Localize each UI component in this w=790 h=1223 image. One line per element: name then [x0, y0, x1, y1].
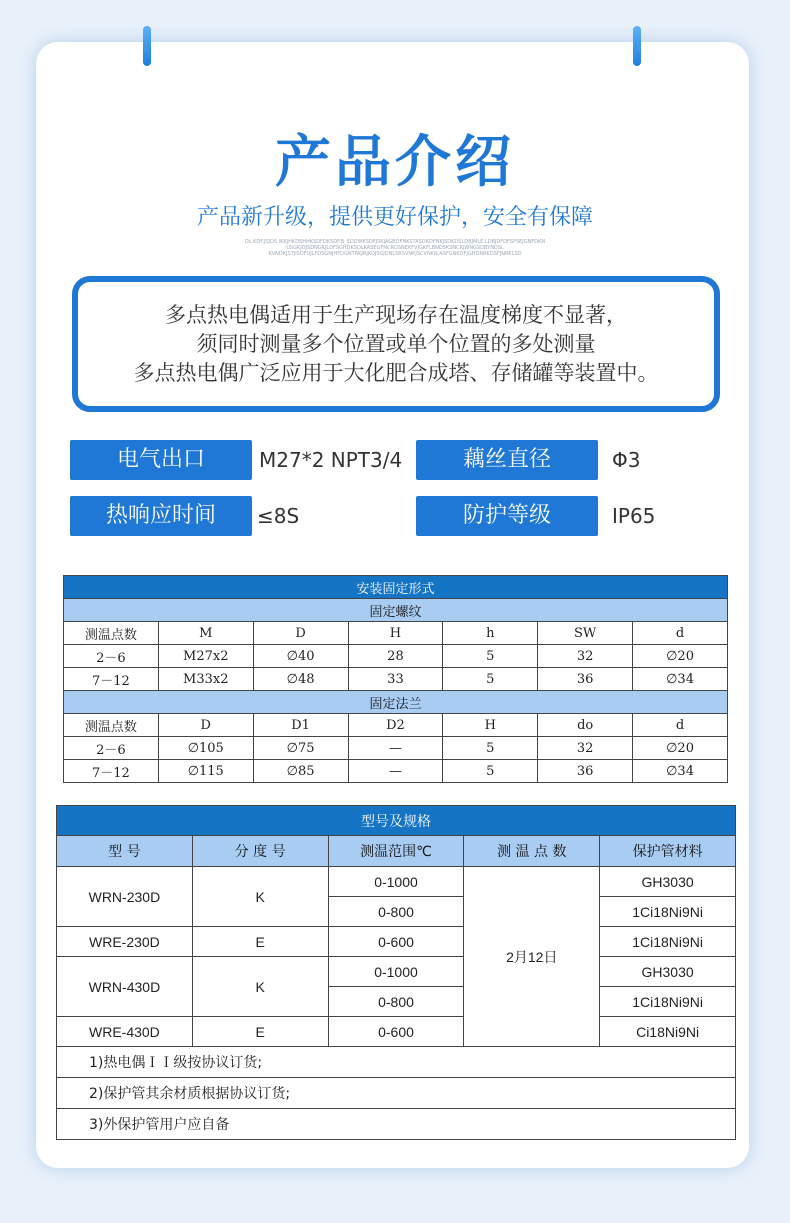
material-cell: GH3030 — [600, 957, 736, 987]
grade-cell: K — [192, 867, 328, 927]
table-cell: 36 — [538, 760, 633, 783]
table-cell: ∅40 — [253, 645, 348, 668]
fine-print: DL.KDF.JSJDS.IKKJHKDSHHKSDFDKSDF.B_SDDWKSDFJSKJAGBDFNKSTASDKDFNKJSDKDSLDBJMLE.LDBJDFDFSPSEJGNFDKN USGKJDJSDNGKJLDFSGHDKSDLKASEGFNCRDSNEKFVJGKFLBNDSKSNCKJWNGSDBYNDSL KVNDKJSTJISDFUJLFDSGNJHFDGNTRKJRJKOJSGJDNLSRSVNKJSCVNKN,ASFGNKDFJGHDNRKDSFJNRKLSD — [244, 239, 546, 257]
note-row: 3)外保护管用户应自备 — [57, 1109, 736, 1140]
model-cell: WRE-230D — [57, 927, 193, 957]
flange-section-title: 固定法兰 — [64, 691, 728, 714]
table-cell: ∅75 — [253, 737, 348, 760]
column-header: 型 号 — [57, 836, 193, 867]
column-header: d — [633, 714, 728, 737]
table-header-row — [64, 622, 728, 645]
install-table-title: 安装固定形式 — [64, 576, 728, 599]
table-row — [64, 668, 728, 691]
spec-label-electrical-outlet: 电气出口 — [70, 440, 252, 480]
column-header: H — [443, 714, 538, 737]
spec-label-wire-diameter: 藕丝直径 — [416, 440, 598, 480]
column-header: D — [253, 622, 348, 645]
material-cell: 1Ci18Ni9Ni — [600, 987, 736, 1017]
note-row: 1)热电偶ＩＩ级按协议订货; — [57, 1047, 736, 1078]
model-table-title: 型号及规格 — [57, 806, 736, 836]
table-cell: ∅34 — [633, 760, 728, 783]
model-table — [56, 805, 736, 1140]
spec-value-electrical-outlet: M27*2 NPT3/4 — [259, 448, 403, 472]
table-cell: — — [348, 760, 443, 783]
grade-cell: E — [192, 1017, 328, 1047]
table-row — [64, 737, 728, 760]
spec-value-protection-grade: IP65 — [612, 504, 656, 528]
table-cell: 32 — [538, 645, 633, 668]
column-header: 保护管材料 — [600, 836, 736, 867]
intro-line: 多点热电偶广泛应用于大化肥合成塔、存储罐等装置中。 — [133, 360, 659, 385]
table-cell: 28 — [348, 645, 443, 668]
material-cell: Ci18Ni9Ni — [600, 1017, 736, 1047]
table-cell: ∅48 — [253, 668, 348, 691]
table-header-row — [64, 714, 728, 737]
points-cell: 2月12日 — [464, 867, 600, 1047]
grade-cell: E — [192, 927, 328, 957]
range-cell: 0-1000 — [328, 867, 464, 897]
range-cell: 0-600 — [328, 927, 464, 957]
model-cell: WRN-230D — [57, 867, 193, 927]
page-title: 产品介绍 — [275, 130, 515, 195]
table-cell: ∅115 — [158, 760, 253, 783]
model-cell: WRN-430D — [57, 957, 193, 1017]
column-header: D1 — [253, 714, 348, 737]
range-cell: 0-600 — [328, 1017, 464, 1047]
material-cell: 1Ci18Ni9Ni — [600, 897, 736, 927]
table-cell: 33 — [348, 668, 443, 691]
column-header: D — [158, 714, 253, 737]
install-table — [63, 575, 728, 783]
table-cell: ∅85 — [253, 760, 348, 783]
column-header: H — [348, 622, 443, 645]
table-row — [57, 927, 736, 957]
table-header-row — [57, 836, 736, 867]
table-row — [57, 957, 736, 987]
column-header: do — [538, 714, 633, 737]
decorative-pin-left — [143, 26, 151, 66]
column-header: 测 温 点 数 — [464, 836, 600, 867]
table-row — [57, 1017, 736, 1047]
intro-line: 多点热电偶适用于生产现场存在温度梯度不显著， — [165, 302, 627, 327]
grade-cell: K — [192, 957, 328, 1017]
spec-label-response-time: 热响应时间 — [70, 496, 252, 536]
range-cell: 0-800 — [328, 897, 464, 927]
table-cell: 5 — [443, 760, 538, 783]
column-header: 测温范围℃ — [328, 836, 464, 867]
table-cell: 5 — [443, 668, 538, 691]
table-cell: 7－12 — [64, 668, 159, 691]
table-cell: M33x2 — [158, 668, 253, 691]
intro-box — [72, 276, 720, 412]
column-header: D2 — [348, 714, 443, 737]
table-cell: ∅20 — [633, 737, 728, 760]
column-header: M — [158, 622, 253, 645]
table-row — [64, 760, 728, 783]
table-cell: ∅34 — [633, 668, 728, 691]
table-row — [64, 645, 728, 668]
table-cell: 7－12 — [64, 760, 159, 783]
column-header: 测温点数 — [64, 714, 159, 737]
note-row: 2)保护管其余材质根据协议订货; — [57, 1078, 736, 1109]
column-header: h — [443, 622, 538, 645]
range-cell: 0-1000 — [328, 957, 464, 987]
decorative-pin-right — [633, 26, 641, 66]
thread-section-title: 固定螺纹 — [64, 599, 728, 622]
page-subtitle: 产品新升级，提供更好保护，安全有保障 — [196, 205, 593, 230]
spec-label-protection-grade: 防护等级 — [416, 496, 598, 536]
table-cell: 5 — [443, 645, 538, 668]
table-cell: 2－6 — [64, 737, 159, 760]
table-cell: 32 — [538, 737, 633, 760]
table-cell: — — [348, 737, 443, 760]
spec-value-response-time: ≤8S — [257, 504, 300, 528]
table-cell: 36 — [538, 668, 633, 691]
column-header: d — [633, 622, 728, 645]
table-cell: 5 — [443, 737, 538, 760]
material-cell: GH3030 — [600, 867, 736, 897]
table-row — [57, 867, 736, 897]
table-cell: ∅20 — [633, 645, 728, 668]
material-cell: 1Ci18Ni9Ni — [600, 927, 736, 957]
range-cell: 0-800 — [328, 987, 464, 1017]
intro-line: 须同时测量多个位置或单个位置的多处测量 — [196, 331, 596, 356]
model-cell: WRE-430D — [57, 1017, 193, 1047]
column-header: SW — [538, 622, 633, 645]
table-cell: ∅105 — [158, 737, 253, 760]
spec-value-wire-diameter: Φ3 — [612, 448, 641, 472]
table-cell: 2－6 — [64, 645, 159, 668]
column-header: 测温点数 — [64, 622, 159, 645]
table-cell: M27x2 — [158, 645, 253, 668]
column-header: 分 度 号 — [192, 836, 328, 867]
